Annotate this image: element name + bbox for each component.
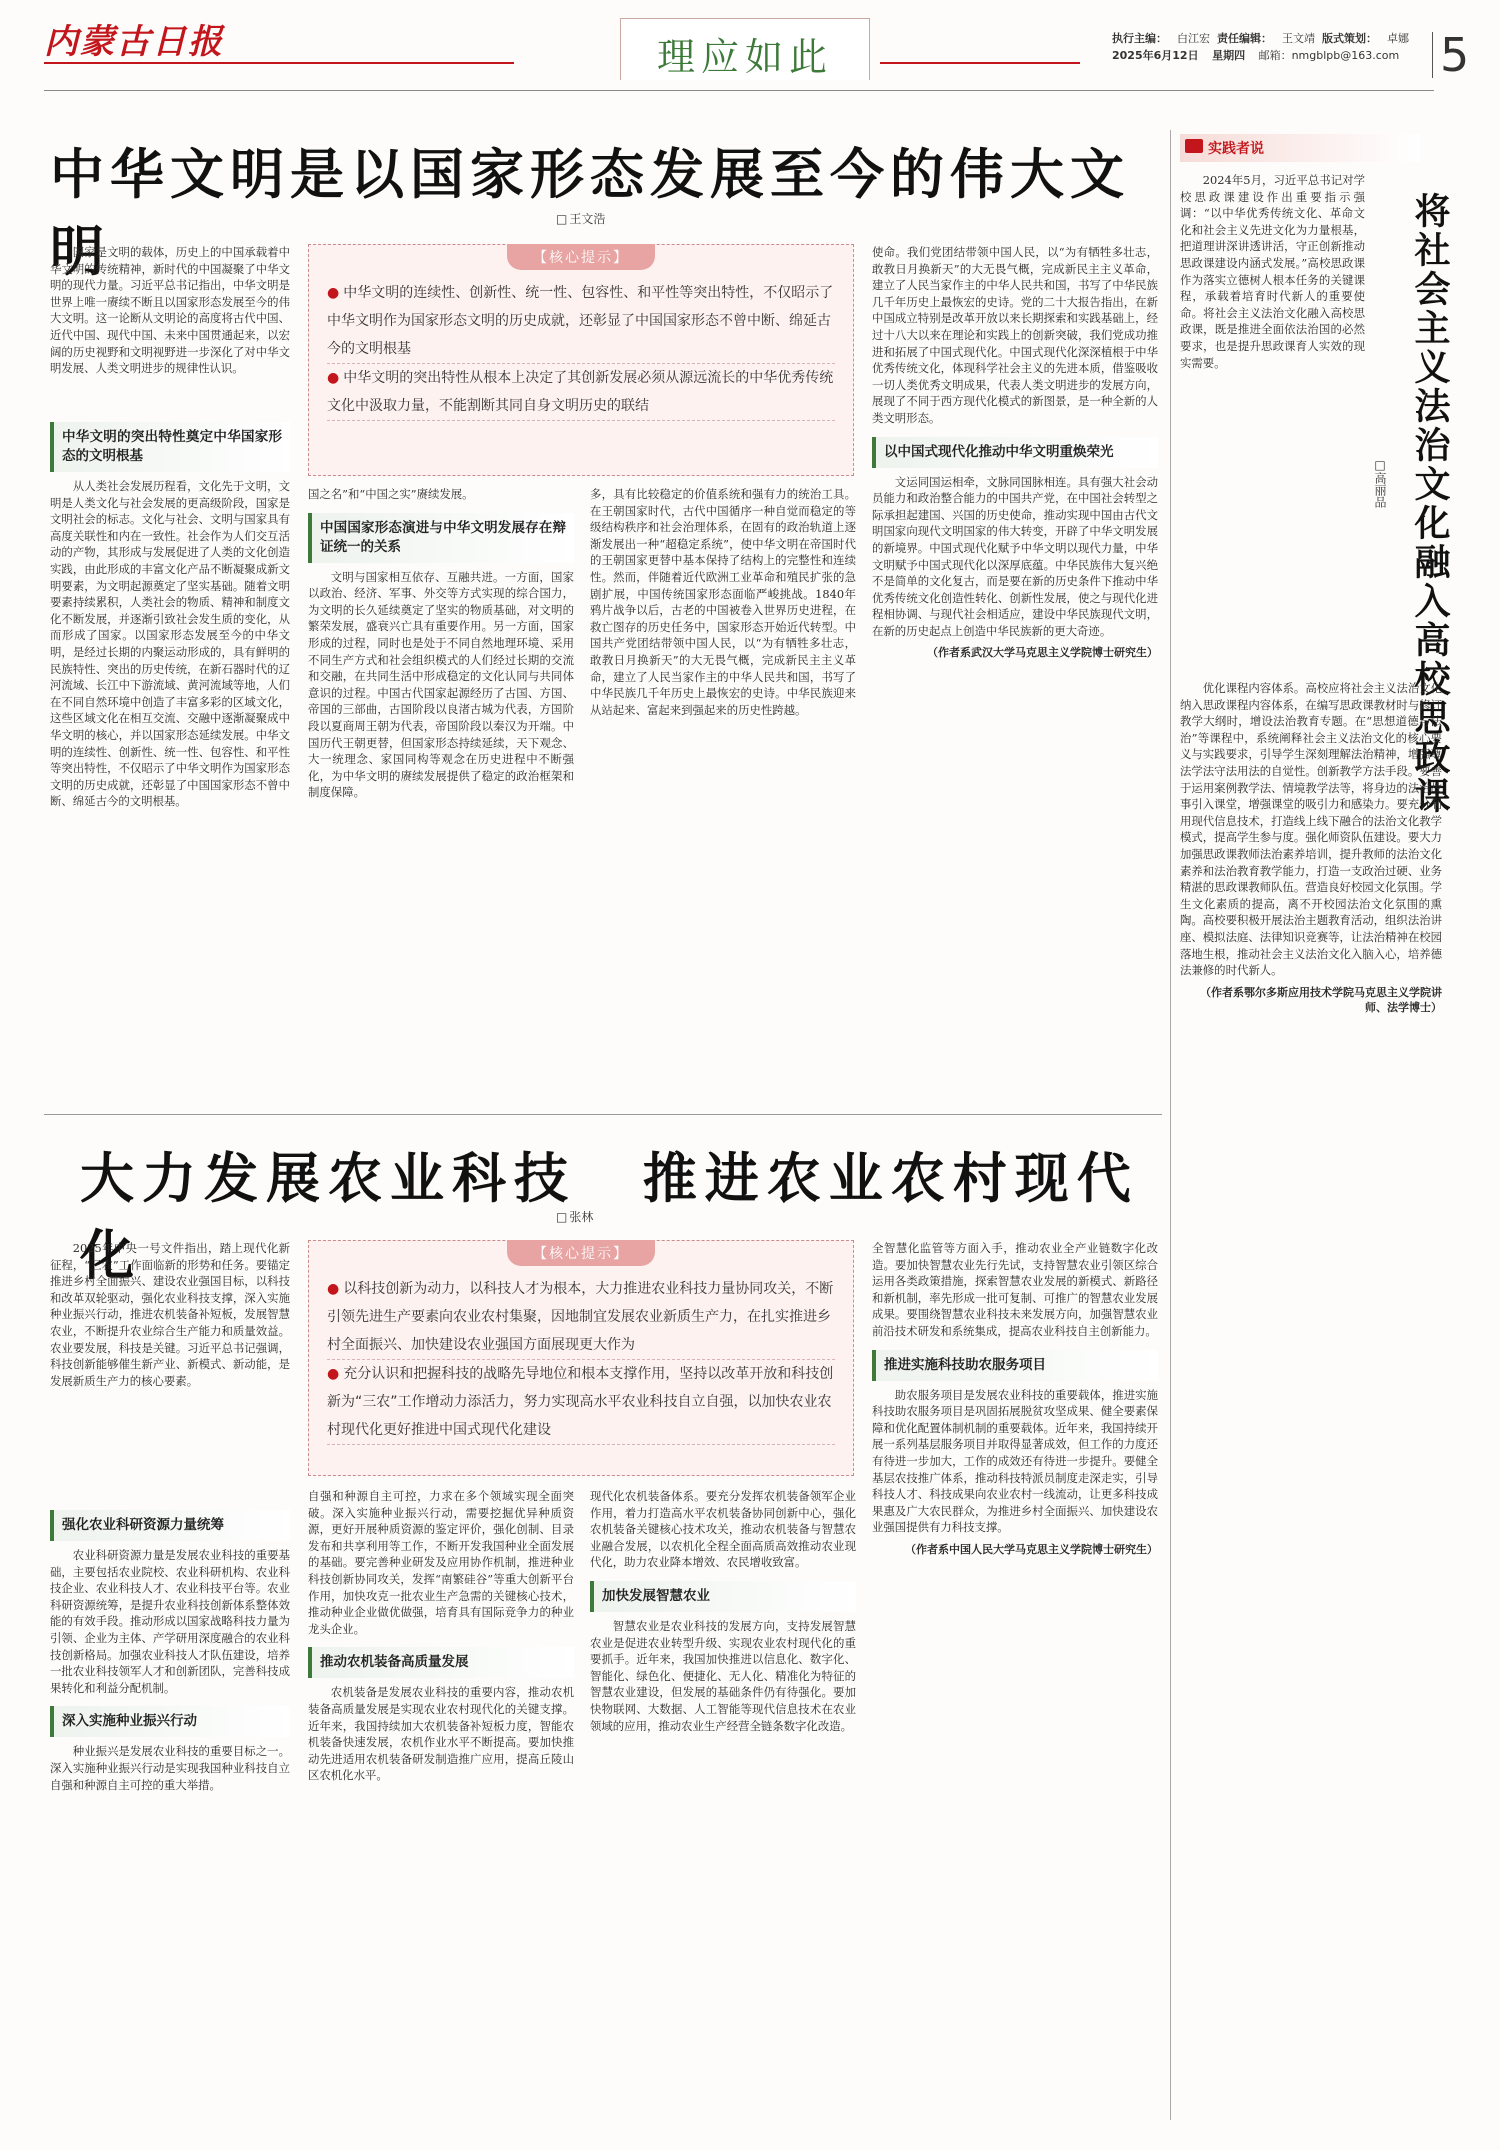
paragraph: 优化课程内容体系。高校应将社会主义法治文化纳入思政课程内容体系，在编写思政课教材时与修订教学大纲时，增设法治教育专题。在“思想道德与法治”等课程中，系统阐释社会主义法治文化的核心要义与实践要求，引导学生深刻理解法治精神，增强尊法学法守法用法的自觉性。创新教学方法手段。要善于运用案例教学法、情境教学法等，将身边的法治故事引入课堂，增强课堂的吸引力和感染力。要充分利用现代信息技术，打造线上线下融合的法治文化教学模式，提高学生参与度。强化师资队伍建设。要大力加强思政课教师法治素养培训，提升教师的法治文化素养和法治教育教学能力，打造一支政治过硬、业务精湛的思政课教师队伍。营造良好校园文化氛围。学生文化素质的提高，离不开校园法治文化氛围的熏陶。高校要积极开展法治主题教育活动，组织法治讲座、模拟法庭、法律知识竞赛等，让法治精神在校园落地生根，推动社会主义法治文化入脑入心，培养德法兼修的时代新人。 [1180,681,1442,978]
sidebar-tag: 实践者说 [1180,134,1420,162]
bullet-dot-icon: ● [327,1281,340,1297]
article1-col1 [50,412,290,1100]
core-point-text: 充分认识和把握科技的战略先导地位和根本支撑作用，坚持以改革开放和科技创新为“三农”工作增动力添活力，努力实现高水平农业科技自立自强，以加快农业农村现代化更好推进中国式现代化建设 [327,1366,834,1438]
bullet-dot-icon: ● [327,370,340,386]
core-point [327,279,835,364]
article1-author-note: （作者系武汉大学马克思主义学院博士研究生） [927,646,1158,660]
article2-subhead-4: 加快发展智慧农业 [590,1581,856,1612]
paragraph: 现代化农机装备体系。要充分发挥农机装备领军企业作用，着力打造高水平农机装备协同创新中心，强化农机装备关键核心技术攻关，推动农机装备与智慧农业融合发展，以农机化全程全面高质高效推动农业现代化，助力农业降本增效、农民增收致富。 [590,1489,856,1570]
article2-author-note: （作者系中国人民大学马克思主义学院博士研究生） [905,1542,1158,1556]
executive-editor: 白江宏 [1177,32,1210,45]
bullet-dot-icon: ● [327,285,340,301]
tag-icon [1185,139,1203,153]
article1-core-box [308,244,854,476]
article2-col1 [50,1500,290,2130]
sidebar-divider [1170,130,1171,2120]
paragraph: 2024年5月，习近平总书记对学校思政课建设作出重要指示强调：“以中华优秀传统文化、革命文化和社会主义先进文化为力量根基，把道理讲深讲透讲活，守正创新推动思政课建设内涵式发展。”高校思政课作为落实立德树人根本任务的关键课程，承载着培育时代新人的重要使命。将社会主义法治文化融入高校思政课，既是推进全面依法治国的必然要求，也是提升思政课育人实效的现实需要。 [1180,173,1365,370]
article2-core-box [308,1240,854,1476]
section-title: 理应如此 [656,35,833,79]
article1-title: 中华文明是以国家形态发展至今的伟大文明 [50,143,1130,283]
masthead-rule-left [44,62,514,64]
article2-col3 [590,1488,856,2130]
article1-subhead-2: 中国国家形态演进与中华文明发展存在辩证统一的关系 [308,513,574,563]
article1-col2 [308,486,574,1100]
paragraph: 智慧农业是农业科技的发展方向，支持发展智慧农业是促进农业转型升级、实现农业农村现代化的重要抓手。近年来，我国加快推进以信息化、数字化、智能化、绿色化、便捷化、无人化、精准化为特征的智慧农业建设，但发展的基础条件仍有待强化。要加快物联网、大数据、人工智能等现代信息技术在农业领域的应用，推动农业生产经营全链条数字化改造。 [590,1618,856,1733]
paragraph: 国家是文明的载体，历史上的中国承载着中华文明的传统精神，新时代的中国凝聚了中华文明的现代力量。习近平总书记指出，中华文明是世界上唯一赓续不断且以国家形态发展至今的伟大文明。这一论断从文明论的高度将古代中国、近代中国、现代中国、未来中国贯通起来，以宏阔的历史视野和文明视野进一步深化了对中华文明发展、人类文明进步的规律性认识。 [50,245,290,376]
issue-date: 2025年6月12日 [1112,49,1199,62]
bullet-dot-icon: ● [327,1366,340,1382]
designer: 卓娜 [1387,32,1409,45]
article1-byline: □ 王文浩 [556,210,605,227]
email[interactable]: nmgblpb@163.com [1291,49,1400,62]
masthead-bottom-rule [44,90,1434,91]
article1-col1-intro [50,244,290,424]
email-label: 邮箱： [1258,49,1292,62]
page-number-divider [1432,32,1433,78]
masthead-rule-right [880,62,1080,64]
masthead [0,0,1500,92]
paragraph: 文运同国运相牵，文脉同国脉相连。具有强大社会动员能力和政治整合能力的中国共产党，在中国社会转型之际承担起建国、兴国的历史使命，推动实现中国由古代文明国家向现代文明国家的伟大转变，开辟了中华文明发展的新境界。中国式现代化赋予中华文明以现代力量，中华文明赋予中国式现代化以深厚底蕴。中华民族伟大复兴绝不是简单的文化复古，而是要在新的历史条件下推动中华优秀传统文化创造性转化、创新性发展，使之与现代化进程相协调、与现代社会相适应，建设中华民族现代文明，在新的历史起点上创造中华民族新的更大奇迹。 [872,474,1158,638]
sidebar-author-note: （作者系鄂尔多斯应用技术学院马克思主义学院讲师、法学博士） [1200,985,1442,1014]
core-point-text: 以科技创新为动力，以科技人才为根本，大力推进农业科技力量协同攻关，不断引领先进生产要素向农业农村集聚，因地制宜发展农业新质生产力，在扎实推进乡村全面振兴、加快建设农业强国方面展现更大作为 [327,1281,834,1353]
paragraph: 国之名”和“中国之实”赓续发展。 [308,487,474,501]
sidebar-intro [1180,172,1365,672]
article2-subhead-5: 推进实施科技助农服务项目 [872,1350,1158,1381]
responsible-editor: 王文靖 [1282,32,1315,45]
paragraph: 农业科研资源力量是发展农业科技的重要基础，主要包括农业院校、农业科研机构、农业科技企业、农业科技人才、农业科技平台等。农业科研资源统筹，是提升农业科技创新体系整体效能的有效手段。推动形成以国家战略科技力量为引领、企业为主体、产学研用深度融合的农业科技创新格局。加强农业科技人才队伍建设，培养一批农业科技领军人才和创新团队，完善科技成果转化和利益分配机制。 [50,1548,290,1695]
sidebar-body [1180,680,1442,2130]
article2-title: 大力发展农业科技 推进农业农村现代化 [80,1147,1139,1287]
article1-col4 [872,244,1158,1100]
paragraph: 助农服务项目是发展农业科技的重要载体，推进实施科技助农服务项目是巩固拓展脱贫攻坚成果、健全要素保障和优化配置体制机制的重要载体。近年来，我国持续开展一系列基层服务项目并取得显著成效，但工作的力度还有待进一步加大，工作的成效还有待进一步提升。要健全基层农技推广体系，推动科技特派员制度走深走实，引导科技人才、科技成果向农业农村一线流动，让更多科技成果惠及广大农民群众，为推进乡村全面振兴、加快建设农业强国提供有力科技支撑。 [872,1387,1158,1535]
article1-subhead-3: 以中国式现代化推动中华文明重焕荣光 [872,437,1158,468]
designer-label: 版式策划： [1322,32,1377,45]
article2-byline: □ 张林 [556,1208,593,1225]
paragraph: 使命。我们党团结带领中国人民，以“为有牺牲多壮志，敢教日月换新天”的大无畏气概，完成新民主主义革命，建立了人民当家作主的中华人民共和国，书写了中华民族几千年历史上最恢宏的史诗。党的二十大报告指出，在新中国成立特别是改革开放以来长期探索和实践基础上，经过十八大以来在理论和实践上的创新突破，我们党成功推进和拓展了中国式现代化。中国式现代化深深植根于中华优秀传统文化，体现科学社会主义的先进本质，借鉴吸收一切人类优秀文明成果，代表人类文明进步的发展方向，展现了不同于西方现代化模式的新图景，是一种全新的人类文明形态。 [872,245,1158,425]
editor-credits [1112,30,1432,64]
core-point [327,1360,835,1445]
issue-weekday: 星期四 [1212,49,1246,62]
paragraph: 文明与国家相互依存、互融共进。一方面，国家以政治、经济、军事、外交等方式实现的综合国力，为文明的长久延续奠定了坚实的物质基础，对文明的繁荣发展，盛衰兴亡具有重要作用。另一方面，国家形成的过程，同时也是处于不同自然地理环境、采用不同生产方式和社会组织模式的人们经过长期的交流和交融，在共同生活中形成稳定的文化认同与共同体意识的过程。中国古代国家起源经历了古国、方国、帝国的三部曲，古国阶段以良渚古城为代表，方国阶段以夏商周王朝为代表，帝国阶段以秦汉为开端。中国历代王朝更替，但国家形态持续延续，天下观念、大一统理念、家国同构等观念在历史进程中不断强化，为中华文明的赓续发展提供了稳定的政治框架和制度保障。 [308,569,574,800]
article1-subhead-1: 中华文明的突出特性奠定中华国家形态的文明根基 [50,422,290,472]
article2-subhead-3: 推动农机装备高质量发展 [308,1647,574,1678]
sidebar-author: 高丽品 [1373,472,1387,508]
article2-subhead-1: 强化农业科研资源力量统筹 [50,1510,290,1541]
page-number: 5 [1440,28,1470,82]
core-point [327,364,835,421]
article2-col1-intro [50,1240,290,1500]
core-point-text: 中华文明的连续性、创新性、统一性、包容性、和平性等突出特性，不仅昭示了中华文明作为国家形态文明的历史成就，还彰显了中国国家形态不曾中断、绵延古今的文明根基 [327,285,834,357]
core-label: 【核心提示】 [507,1240,655,1266]
newspaper-logo: 内蒙古日报 [44,22,224,62]
core-label: 【核心提示】 [507,244,655,270]
paragraph: 全智慧化监管等方面入手，推动农业全产业链数字化改造。要加快智慧农业先行先试，支持智慧农业引领区综合运用各类政策措施，探索智慧农业发展的新模式、新路径和新机制，率先形成一批可复制、可推广的智慧农业发展成果。要围绕智慧农业科技未来发展方向，加强智慧农业前沿技术研发和系统集成，提高农业科技自主创新能力。 [872,1241,1158,1338]
core-point-text: 中华文明的突出特性从根本上决定了其创新发展必须从源远流长的中华优秀传统文化中汲取力量，不能割断其同自身文明历史的联结 [327,370,834,414]
paragraph: 农机装备是发展农业科技的重要内容，推动农机装备高质量发展是实现农业农村现代化的关键支撑。近年来，我国持续加大农机装备补短板力度，智能农机装备快速发展，农机作业水平不断提高。要加快推动先进适用农机装备研发制造推广应用，提高丘陵山区农机化水平。 [308,1685,574,1783]
paragraph: 2025年中央一号文件指出，踏上现代化新征程，“三农”工作面临新的形势和任务。要锚定推进乡村全面振兴、建设农业强国目标，以科技和改革双轮驱动，强化农业科技支撑，深入实施种业振兴行动，推进农机装备补短板，发展智慧农业，不断提升农业综合生产能力和质量效益。农业要发展，科技是关键。习近平总书记强调，科技创新能够催生新产业、新模式、新动能，是发展新质生产力的核心要素。 [50,1241,290,1388]
article2-col4 [872,1240,1158,2130]
responsible-editor-label: 责任编辑： [1217,32,1272,45]
executive-editor-label: 执行主编： [1112,32,1167,45]
sidebar-byline: □高丽品 [1373,458,1387,508]
paragraph: 自强和种源自主可控，力求在多个领域实现全面突破。深入实施种业振兴行动，需要挖掘优异种质资源，更好开展种质资源的鉴定评价，强化创制、目录发布和共享利用等工作，不断开发我国种业全面发展的基础。要完善种业研发及应用协作机制，推进种业科技创新协同攻关，发挥“南繁硅谷”等重大创新平台作用，加快攻克一批农业生产急需的关键核心技术，推动种业企业做优做强，培育具有国际竞争力的种业龙头企业。 [308,1489,574,1636]
article-divider [44,1114,1162,1115]
paragraph: 从人类社会发展历程看，文化先于文明，文明是人类文化与社会发展的更高级阶段，国家是文明社会的标志。文化与社会、文明与国家具有高度关联性和内在一致性。社会作为人们交互活动的产物，其形成与发展促进了人类的文化创造实践，由此形成的丰富文化产品不断凝聚成新文明要素，为文明起源奠定了坚实基础。随着文明要素持续累积，人类社会的物质、精神和制度文化不断发展，并逐渐引致社会发生质的变化，从而形成了国家。以国家形态发展至今的中华文明，是经过长期的内聚运动形成的，具有鲜明的民族特性、突出的历史传统，在新石器时代的辽河流域、长江中下游流域、黄河流域等地，人们在不同自然环境中创造了丰富多彩的区域文化，这些区域文化在相互交流、交融中逐渐凝聚成中华文明的核心，并以国家形态延续发展。中华文明的连续性、创新性、统一性、包容性、和平性等突出特性，不仅昭示了中华文明作为国家形态文明的历史成就，还彰显了中国国家形态不曾中断、绵延古今的文明根基。 [50,479,290,809]
article2-subhead-2: 深入实施种业振兴行动 [50,1706,290,1737]
sidebar-title: 将社会主义法治文化融入高校思政课 [1409,192,1450,816]
paragraph: 种业振兴是发展农业科技的重要目标之一。深入实施种业振兴行动是实现我国种业科技自立自强和种源自主可控的重大举措。 [50,1744,290,1792]
article2-col2 [308,1488,574,2130]
core-point [327,1275,835,1360]
article1-col3 [590,486,856,1100]
paragraph: 多，具有比较稳定的价值系统和强有力的统治工具。在王朝国家时代，古代中国循序一种自觉而稳定的等级结构秩序和社会治理体系，在固有的政治轨道上逐渐发展出一种“超稳定系统”，使中华文明在帝国时代的王朝国家更替中基本保持了结构上的完整性和连续性。然而，伴随着近代欧洲工业革命和殖民扩张的急剧扩展，中国传统国家形态面临严峻挑战。1840年鸦片战争以后，古老的中国被卷入世界历史进程，在救亡图存的历史任务中，国家形态开始近代转型。中国共产党团结带领中国人民，以“为有牺牲多壮志，敢教日月换新天”的大无畏气概，完成新民主主义革命，建立了人民当家作主的中华人民共和国，书写了中华民族几千年历史上最恢宏的史诗。中华民族迎来从站起来、富起来到强起来的历史性跨越。 [590,487,856,717]
